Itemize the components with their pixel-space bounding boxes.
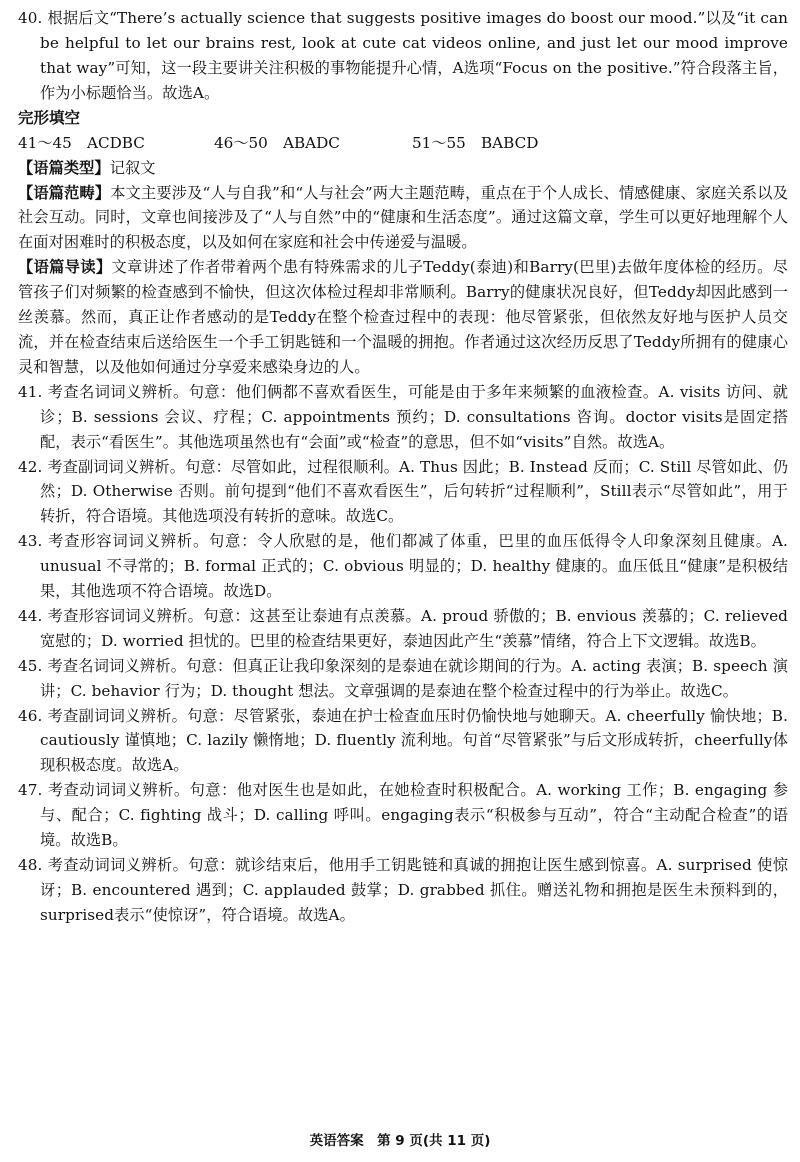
text-type-label: 【语篇类型】 bbox=[18, 158, 110, 177]
answer-page bbox=[18, 6, 788, 928]
text-guide-label: 【语篇导读】 bbox=[18, 258, 112, 277]
text-type bbox=[18, 156, 788, 181]
text-scope-body: 本文主要涉及“人与自我”和“人与社会”两大主题范畴，重点在于个人成长、情感健康、家庭关系以及社会互动。同时，文章也间接涉及了“人与自然”中的“健康和生活态度”。通过这篇文章，学生可以更好地理解个人在面对困难时的积极态度，以及如何在家庭和社会中传递爱与温暖。 bbox=[18, 183, 788, 252]
item-48: 48. 考查动词词义辨析。句意：就诊结束后，他用手工钥匙链和真诚的拥抱让医生感到惊喜。A. surprised 使惊讶；B. encountered 遇到；C. applauded 鼓掌；D. grabbed 抓住。赠送礼物和拥抱是医生未预料到的，surprised表示“使惊讶”，符合语境。故选A。 bbox=[18, 856, 788, 924]
text-scope bbox=[18, 181, 788, 256]
item-40: 40. 根据后文“There’s actually science that suggests positive images do boost our mood.”以及“it can be helpful to let our brains rest, look at cute cat videos online, and just let our mood improve that way”可知，这一段主要讲关注积极的事物能提升心情，A选项“Focus on the positive.”符合段落主旨，作为小标题恰当。故选A。 bbox=[18, 9, 788, 102]
text-scope-label: 【语篇范畴】 bbox=[18, 183, 111, 202]
item-44: 44. 考查形容词词义辨析。句意：这甚至让泰迪有点羡慕。A. proud 骄傲的；B. envious 羡慕的；C. relieved 宽慰的；D. worried 担忧的。巴里的检查结果更好，泰迪因此产生“羡慕”情绪，符合上下文逻辑。故选B。 bbox=[18, 606, 788, 650]
text-guide bbox=[18, 255, 788, 380]
answer-group-41-45: 41～45 ACDBC bbox=[18, 133, 145, 152]
item-47: 47. 考查动词词义辨析。句意：他对医生也是如此，在她检查时积极配合。A. working 工作；B. engaging 参与、配合；C. fighting 战斗；D. calling 呼叫。engaging表示“积极参与互动”，符合“主动配合检查”的语境。故选B。 bbox=[18, 781, 788, 850]
answer-key-row bbox=[18, 131, 788, 156]
item-41: 41. 考查名词词义辨析。句意：他们俩都不喜欢看医生，可能是由于多年来频繁的血液检查。A. visits 访问、就诊；B. sessions 会议、疗程；C. appointments 预约；D. consultations 咨询。doctor visits是固定搭配，表示“看医生”。其他选项虽然也有“会面”或“检查”的意思，但不如“visits”自然。故选A。 bbox=[18, 382, 788, 451]
text-guide-body: 文章讲述了作者带着两个患有特殊需求的儿子Teddy(泰迪)和Barry(巴里)去做年度体检的经历。尽管孩子们对频繁的检查感到不愉快，但这次体检过程却非常顺利。Barry的健康状况良好，但Teddy却因此感到一丝羡慕。然而，真正让作者感动的是Teddy在整个检查过程中的表现：他尽管紧张，但依然友好地与医护人员交流，并在检查结束后送给医生一个手工钥匙链和一个温暖的拥抱。作者通过这次经历反思了Teddy所拥有的健康心灵和智慧，以及他如何通过分享爱来感染身边的人。 bbox=[18, 258, 788, 376]
answer-group-51-55: 51～55 BABCD bbox=[412, 133, 539, 152]
item-45: 45. 考查名词词义辨析。句意：但真正让我印象深刻的是泰迪在就诊期间的行为。A. acting 表演；B. speech 演讲；C. behavior 行为；D. thought 想法。文章强调的是泰迪在整个检查过程中的行为举止。故选C。 bbox=[18, 656, 788, 700]
page-footer: 英语答案 第 9 页(共 11 页) bbox=[309, 1133, 491, 1149]
item-46: 46. 考查副词词义辨析。句意：尽管紧张，泰迪在护士检查血压时仍愉快地与她聊天。A. cheerfully 愉快地；B. cautiously 谨慎地；C. lazily 懒惰地；D. fluently 流利地。句首“尽管紧张”与后文形成转折，cheerfully体现积极态度。故选A。 bbox=[18, 706, 788, 775]
section-title: 完形填空 bbox=[18, 108, 81, 127]
text-type-value: 记叙文 bbox=[109, 158, 156, 177]
answer-group-46-50: 46～50 ABADC bbox=[214, 133, 340, 152]
item-42: 42. 考查副词词义辨析。句意：尽管如此，过程很顺利。A. Thus 因此；B. Instead 反而；C. Still 尽管如此、仍然；D. Otherwise 否则。前句提到“他们不喜欢看医生”，后句转折“过程顺利”，Still表示“尽管如此”，用于转折，符合语境。其他选项没有转折的意味。故选C。 bbox=[18, 457, 788, 526]
item-43: 43. 考查形容词词义辨析。句意：令人欣慰的是，他们都减了体重，巴里的血压低得令人印象深刻且健康。A. unusual 不寻常的；B. formal 正式的；C. obvious 明显的；D. healthy 健康的。血压低且“健康”是积极结果，其他选项不符合语境。故选D。 bbox=[18, 532, 788, 601]
